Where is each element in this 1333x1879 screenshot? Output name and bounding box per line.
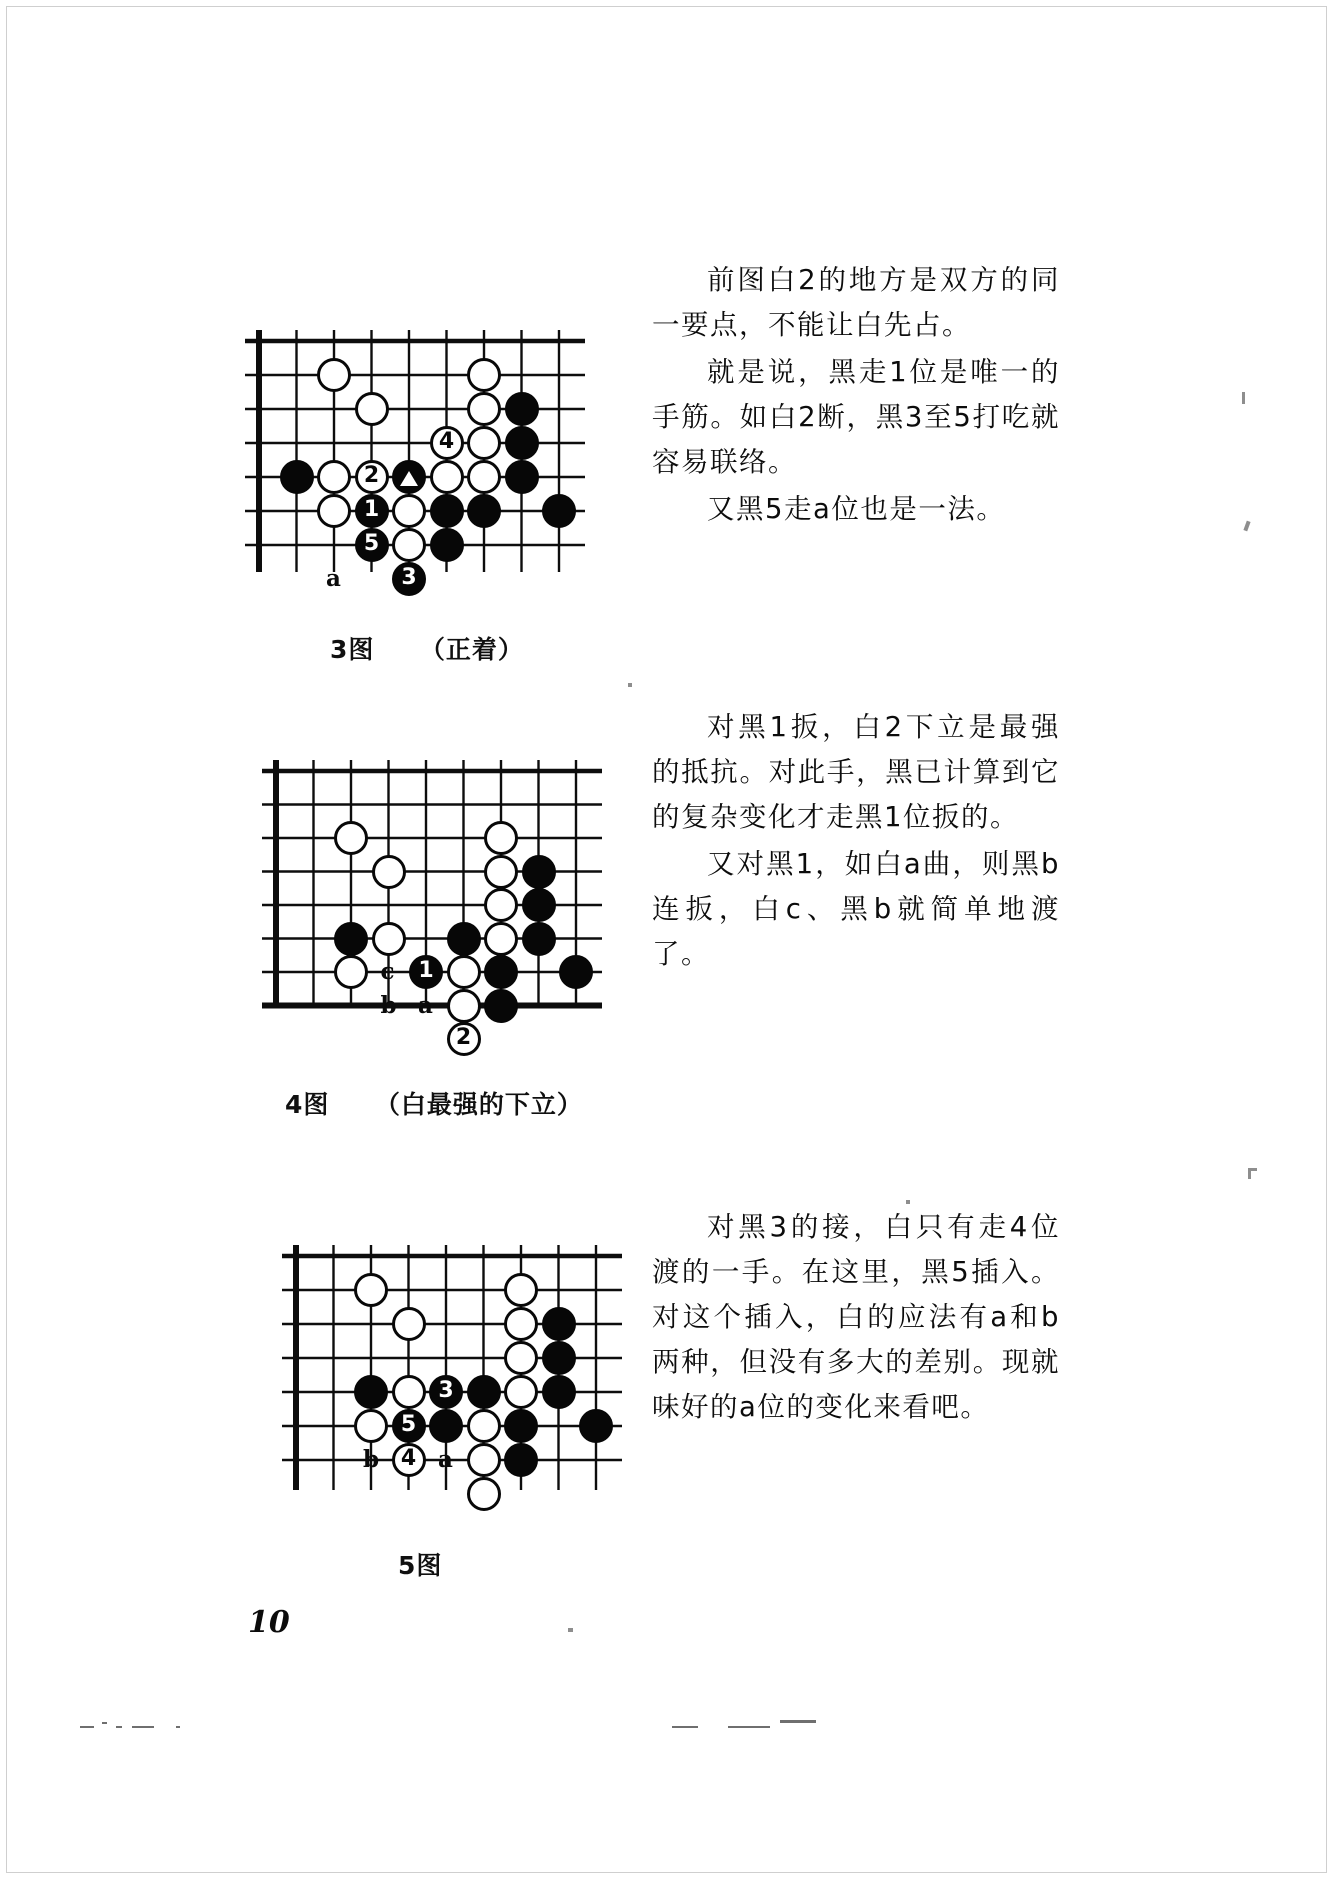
figure-3-caption-text: （正着） [419, 635, 524, 664]
black-stone [522, 888, 556, 922]
figure-3 [245, 330, 585, 592]
board-stones-5 [282, 1245, 622, 1490]
figure-5-caption [398, 1546, 478, 1582]
scan-speck [1248, 1168, 1251, 1179]
black-stone [542, 1341, 576, 1375]
white-stone [392, 1375, 426, 1409]
black-stone [522, 922, 556, 956]
white-stone [504, 1375, 538, 1409]
white-stone [372, 922, 406, 956]
stone-move-number: 2 [363, 463, 380, 488]
stone-move-number: 3 [438, 1378, 454, 1403]
paragraph: 对黑3的接，白只有走4位渡的一手。在这里，黑5插入。对这个插入，白的应法有a和b两种，但没有多大的差别。现就味好的a位的变化来看吧。 [652, 1211, 1060, 1423]
board-point-label: c [380, 958, 395, 985]
black-stone [522, 855, 556, 889]
white-stone [484, 888, 518, 922]
board-point-label: a [326, 565, 341, 592]
stone-move-number: 1 [363, 497, 380, 522]
black-stone [409, 955, 443, 989]
scan-speck [568, 1628, 573, 1632]
black-stone [542, 1307, 576, 1341]
black-stone [430, 528, 464, 562]
text-block-3 [652, 1205, 1060, 1432]
white-stone [467, 426, 501, 460]
white-stone [354, 1409, 388, 1443]
figure-5-caption-number: 5图 [398, 1551, 443, 1580]
paragraph: 又黑5走a位也是一法。 [707, 493, 1006, 525]
text-block-1 [652, 258, 1060, 534]
black-stone [447, 922, 481, 956]
white-stone [392, 528, 426, 562]
black-stone [484, 955, 518, 989]
board-stones-3 [245, 330, 585, 592]
white-stone [484, 922, 518, 956]
black-stone [430, 494, 464, 528]
white-stone [354, 1273, 388, 1307]
white-stone [430, 460, 464, 494]
white-stone [430, 426, 464, 460]
white-stone [392, 494, 426, 528]
paragraph: 又对黑1，如白a曲，则黑b连扳，白c、黑b就简单地渡了。 [652, 848, 1060, 970]
white-stone [392, 1307, 426, 1341]
stone-move-number: 4 [438, 429, 455, 454]
white-stone [484, 855, 518, 889]
black-stone [484, 989, 518, 1023]
figure-4-caption-number: 4图 [285, 1090, 330, 1119]
figure-3-caption [330, 630, 524, 666]
white-stone [467, 460, 501, 494]
white-stone [334, 821, 368, 855]
white-stone [447, 1022, 481, 1056]
black-stone [504, 1409, 538, 1443]
board-point-label: a [438, 1446, 453, 1473]
black-stone [429, 1409, 463, 1443]
black-stone [392, 1409, 426, 1443]
stone-move-number: 5 [363, 531, 380, 556]
paragraph: 对黑1扳，白2下立是最强的抵抗。对此手，黑已计算到它的复杂变化才走黑1位扳的。 [652, 711, 1060, 833]
black-stone [542, 494, 576, 528]
black-stone [504, 1443, 538, 1477]
white-stone [317, 494, 351, 528]
go-board-5 [282, 1245, 622, 1490]
white-stone [504, 1307, 538, 1341]
white-stone [355, 460, 389, 494]
stone-move-number: 3 [401, 565, 417, 590]
black-stone [280, 460, 314, 494]
black-stone [355, 528, 389, 562]
text-block-2 [652, 705, 1060, 979]
white-stone [504, 1341, 538, 1375]
black-stone [354, 1375, 388, 1409]
board-stones-4 [262, 760, 602, 1050]
black-stone [579, 1409, 613, 1443]
go-board-3 [245, 330, 585, 592]
scan-speck [628, 683, 632, 687]
white-stone [355, 392, 389, 426]
white-stone [467, 392, 501, 426]
white-stone [372, 855, 406, 889]
black-stone [505, 392, 539, 426]
stone-move-number: 4 [400, 1446, 417, 1471]
scan-speck [1243, 521, 1250, 532]
white-stone [334, 955, 368, 989]
white-stone [317, 460, 351, 494]
scan-speck [906, 1200, 910, 1204]
white-stone [484, 821, 518, 855]
black-stone [355, 494, 389, 528]
white-stone [467, 1443, 501, 1477]
black-stone [467, 494, 501, 528]
figure-4-caption-text: （白最强的下立） [374, 1090, 583, 1119]
go-board-4 [262, 760, 602, 1050]
black-stone [429, 1375, 463, 1409]
black-stone [542, 1375, 576, 1409]
white-stone [467, 358, 501, 392]
black-stone [505, 460, 539, 494]
figure-5 [282, 1245, 622, 1490]
white-stone [317, 358, 351, 392]
stone-move-number: 2 [455, 1025, 472, 1050]
black-stone [334, 922, 368, 956]
black-stone [467, 1375, 501, 1409]
scan-bottom-marks [80, 1720, 1260, 1732]
white-stone [467, 1477, 501, 1511]
white-stone [467, 1409, 501, 1443]
white-stone [392, 1443, 426, 1477]
figure-4 [262, 760, 602, 1050]
triangle-marker-icon [400, 471, 418, 486]
scan-speck [1242, 392, 1245, 404]
figure-3-caption-number: 3图 [330, 635, 375, 664]
paragraph: 前图白2的地方是双方的同一要点，不能让白先占。 [652, 264, 1060, 341]
board-point-label: a [418, 991, 433, 1019]
white-stone [447, 989, 481, 1023]
black-stone [392, 460, 426, 494]
white-stone [447, 955, 481, 989]
board-point-label: b [363, 1446, 380, 1473]
figure-4-caption [285, 1085, 583, 1121]
black-stone [392, 562, 426, 596]
black-stone [505, 426, 539, 460]
board-point-label: b [380, 991, 397, 1019]
stone-move-number: 5 [400, 1412, 417, 1437]
black-stone [559, 955, 593, 989]
page-number: 10 [248, 1605, 290, 1640]
white-stone [504, 1273, 538, 1307]
stone-move-number: 1 [418, 958, 434, 983]
paragraph: 就是说，黑走1位是唯一的手筋。如白2断，黑3至5打吃就容易联络。 [652, 356, 1060, 478]
